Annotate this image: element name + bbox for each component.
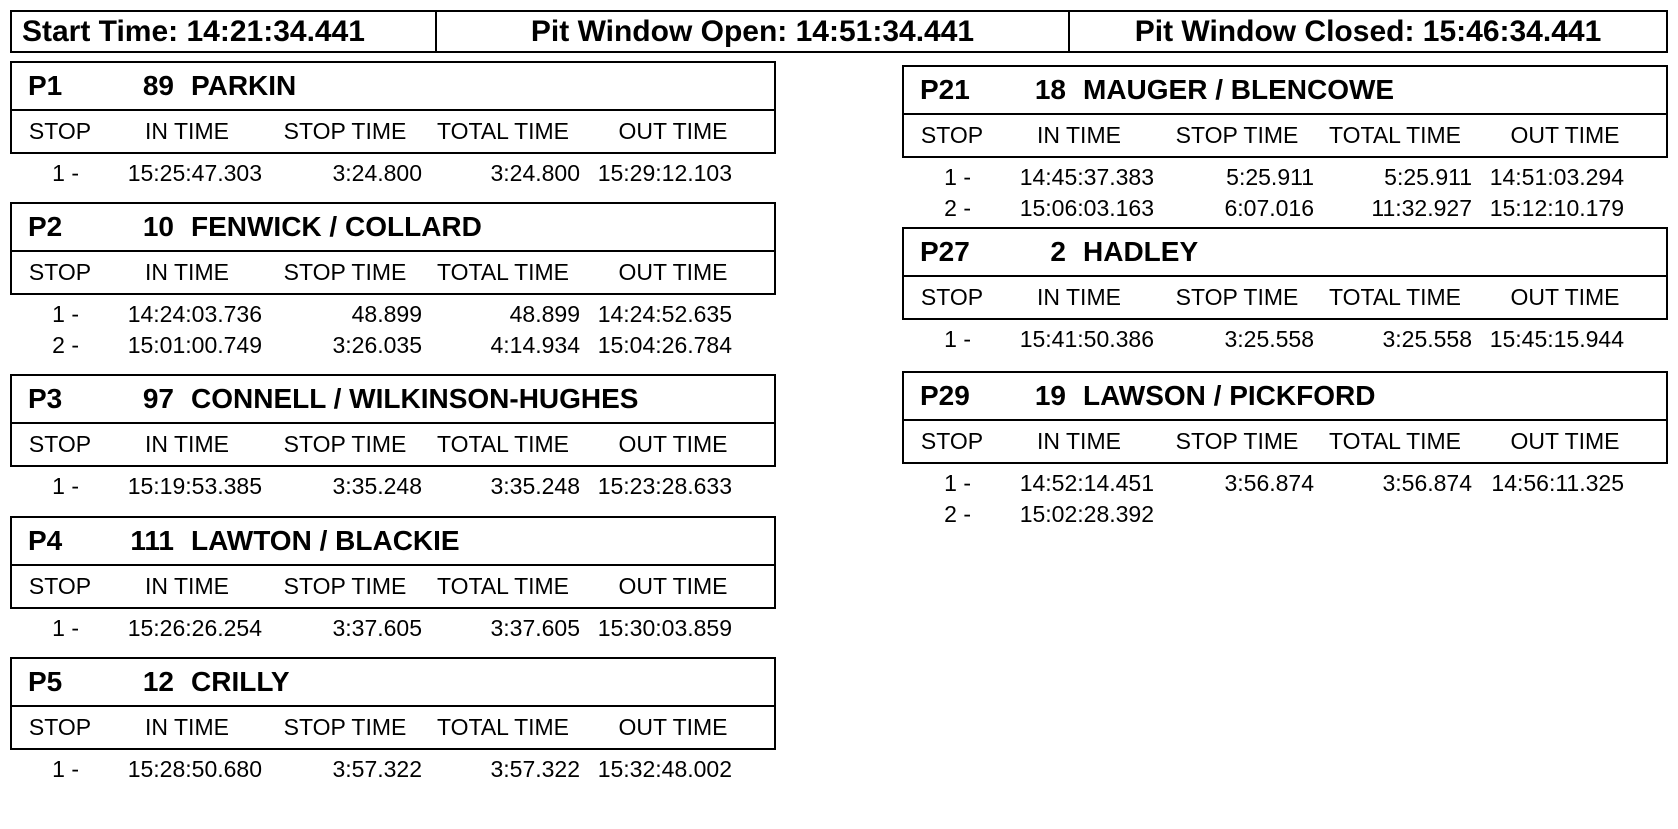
stop-time: 3:56.874 <box>1224 470 1314 496</box>
col-header-stop-time: STOP TIME <box>283 573 407 599</box>
col-header-stop: STOP <box>920 122 984 148</box>
stop-row <box>10 613 776 644</box>
stop-time: 3:35.248 <box>332 473 422 499</box>
entry-header <box>904 229 1666 277</box>
col-header-stop: STOP <box>28 118 92 144</box>
position: P4 <box>28 525 63 556</box>
col-header-out-time: OUT TIME <box>618 259 728 285</box>
stop-row <box>10 299 776 330</box>
in-time: 15:28:50.680 <box>127 756 262 782</box>
col-header-out-time: OUT TIME <box>618 714 728 740</box>
stop-number: 1 - <box>52 615 79 641</box>
stop-time: 3:37.605 <box>332 615 422 641</box>
stop-time: 3:25.558 <box>1224 326 1314 352</box>
col-header-out-time: OUT TIME <box>618 431 728 457</box>
car-number: 97 <box>142 383 174 414</box>
entry-box <box>902 371 1668 464</box>
entry-box <box>10 516 776 609</box>
stop-rows <box>902 320 1668 355</box>
in-time: 15:01:00.749 <box>127 332 262 358</box>
pit-entry <box>902 65 1668 224</box>
col-header-stop-time: STOP TIME <box>1175 122 1299 148</box>
pit-entry <box>902 371 1668 530</box>
col-header-out-time: OUT TIME <box>1510 428 1620 454</box>
out-time: 14:51:03.294 <box>1489 164 1624 190</box>
position: P29 <box>920 380 970 411</box>
col-header-stop-time: STOP TIME <box>283 431 407 457</box>
stop-number: 1 - <box>52 473 79 499</box>
driver-names: HADLEY <box>1083 236 1199 267</box>
pit-entry <box>10 374 776 502</box>
driver-names: FENWICK / COLLARD <box>191 211 482 242</box>
total-time: 5:25.911 <box>1384 164 1472 190</box>
entry-header <box>904 67 1666 115</box>
col-header-in-time: IN TIME <box>145 118 229 144</box>
entry-header <box>12 376 774 424</box>
col-header-stop-time: STOP TIME <box>1175 284 1299 310</box>
total-time: 3:24.800 <box>490 160 580 186</box>
in-time: 15:41:50.386 <box>1019 326 1154 352</box>
entry-header <box>12 659 774 707</box>
column-headers <box>12 707 774 748</box>
start-time: Start Time: 14:21:34.441 <box>12 12 437 51</box>
column-headers <box>12 566 774 607</box>
driver-names: MAUGER / BLENCOWE <box>1083 74 1395 105</box>
stop-row <box>902 193 1668 224</box>
col-header-out-time: OUT TIME <box>618 573 728 599</box>
car-number: 89 <box>142 70 174 101</box>
col-header-stop: STOP <box>28 714 92 740</box>
total-time: 4:14.934 <box>490 332 580 358</box>
in-time: 15:02:28.392 <box>1019 501 1154 527</box>
total-time: 3:35.248 <box>490 473 580 499</box>
car-number: 2 <box>1050 236 1066 267</box>
entry-header <box>12 63 774 111</box>
total-time: 48.899 <box>509 301 580 327</box>
entry-header <box>904 373 1666 421</box>
column-headers <box>904 421 1666 462</box>
col-header-in-time: IN TIME <box>145 259 229 285</box>
driver-names: CONNELL / WILKINSON-HUGHES <box>191 383 639 414</box>
stop-row <box>902 324 1668 355</box>
in-time: 14:52:14.451 <box>1019 470 1154 496</box>
car-number: 19 <box>1034 380 1066 411</box>
stop-time: 5:25.911 <box>1226 164 1314 190</box>
pit-entry <box>10 657 776 785</box>
stop-row <box>10 330 776 361</box>
col-header-in-time: IN TIME <box>145 714 229 740</box>
in-time: 15:26:26.254 <box>127 615 262 641</box>
stop-rows <box>10 750 776 785</box>
col-header-total-time: TOTAL TIME <box>436 431 570 457</box>
pit-entry <box>10 202 776 361</box>
stop-row <box>902 499 1668 530</box>
driver-names: LAWSON / PICKFORD <box>1083 380 1376 411</box>
col-header-stop: STOP <box>28 431 92 457</box>
total-time: 3:25.558 <box>1382 326 1472 352</box>
stop-number: 1 - <box>52 756 79 782</box>
column-headers <box>12 424 774 465</box>
stop-number: 1 - <box>52 160 79 186</box>
col-header-stop: STOP <box>920 428 984 454</box>
stop-time: 6:07.016 <box>1224 195 1314 221</box>
position: P3 <box>28 383 63 414</box>
total-time: 3:57.322 <box>490 756 580 782</box>
stop-number: 1 - <box>944 164 971 190</box>
stop-number: 1 - <box>944 326 971 352</box>
col-header-stop: STOP <box>920 284 984 310</box>
stop-rows <box>10 154 776 189</box>
col-header-stop: STOP <box>28 259 92 285</box>
out-time: 15:12:10.179 <box>1489 195 1624 221</box>
pit-entry <box>10 516 776 644</box>
col-header-stop-time: STOP TIME <box>283 259 407 285</box>
in-time: 15:25:47.303 <box>127 160 262 186</box>
stop-rows <box>10 467 776 502</box>
in-time: 14:45:37.383 <box>1019 164 1154 190</box>
col-header-out-time: OUT TIME <box>618 118 728 144</box>
driver-names: LAWTON / BLACKIE <box>191 525 460 556</box>
entry-header <box>12 204 774 252</box>
stop-rows <box>902 464 1668 530</box>
car-number: 111 <box>130 525 174 556</box>
stop-number: 1 - <box>52 301 79 327</box>
position: P1 <box>28 70 63 101</box>
position: P21 <box>920 74 970 105</box>
stop-number: 1 - <box>944 470 971 496</box>
out-time: 15:45:15.944 <box>1489 326 1624 352</box>
entry-header <box>12 518 774 566</box>
stop-time: 3:57.322 <box>332 756 422 782</box>
driver-names: PARKIN <box>191 70 297 101</box>
col-header-in-time: IN TIME <box>1037 428 1121 454</box>
col-header-out-time: OUT TIME <box>1510 122 1620 148</box>
in-time: 15:06:03.163 <box>1019 195 1154 221</box>
out-time: 15:29:12.103 <box>597 160 732 186</box>
stop-time: 3:24.800 <box>332 160 422 186</box>
col-header-stop: STOP <box>28 573 92 599</box>
col-header-out-time: OUT TIME <box>1510 284 1620 310</box>
car-number: 10 <box>142 211 174 242</box>
driver-names: CRILLY <box>191 666 290 697</box>
col-header-total-time: TOTAL TIME <box>1328 122 1462 148</box>
left-column <box>10 61 776 785</box>
col-header-stop-time: STOP TIME <box>1175 428 1299 454</box>
entry-box <box>10 202 776 295</box>
column-headers <box>12 252 774 293</box>
stop-row <box>10 471 776 502</box>
out-time: 15:04:26.784 <box>597 332 732 358</box>
pit-window-closed: Pit Window Closed: 15:46:34.441 <box>1134 14 1602 48</box>
pit-entry <box>902 227 1668 355</box>
position: P5 <box>28 666 63 697</box>
col-header-stop-time: STOP TIME <box>283 714 407 740</box>
total-time: 3:37.605 <box>490 615 580 641</box>
out-time: 14:24:52.635 <box>597 301 732 327</box>
col-header-total-time: TOTAL TIME <box>436 573 570 599</box>
stop-number: 2 - <box>944 195 971 221</box>
stop-rows <box>902 158 1668 224</box>
stop-row <box>902 162 1668 193</box>
column-headers <box>904 115 1666 156</box>
col-header-stop-time: STOP TIME <box>283 118 407 144</box>
pit-window-open: Pit Window Open: 14:51:34.441 <box>437 12 1070 51</box>
car-number: 18 <box>1034 74 1066 105</box>
col-header-total-time: TOTAL TIME <box>436 259 570 285</box>
stop-row <box>10 158 776 189</box>
in-time: 14:24:03.736 <box>127 301 262 327</box>
col-header-total-time: TOTAL TIME <box>1328 284 1462 310</box>
total-time: 11:32.927 <box>1371 195 1472 221</box>
col-header-in-time: IN TIME <box>145 573 229 599</box>
position: P27 <box>920 236 970 267</box>
out-time: 15:23:28.633 <box>597 473 732 499</box>
column-headers <box>904 277 1666 318</box>
col-header-total-time: TOTAL TIME <box>436 714 570 740</box>
out-time: 14:56:11.325 <box>1491 470 1624 496</box>
session-header <box>10 10 1668 53</box>
out-time: 15:30:03.859 <box>597 615 732 641</box>
entry-box <box>10 374 776 467</box>
entry-box <box>10 657 776 750</box>
entry-box <box>10 61 776 154</box>
stop-number: 2 - <box>52 332 79 358</box>
col-header-in-time: IN TIME <box>1037 122 1121 148</box>
stop-number: 2 - <box>944 501 971 527</box>
car-number: 12 <box>142 666 174 697</box>
out-time: 15:32:48.002 <box>597 756 732 782</box>
pit-entry <box>10 61 776 189</box>
stop-row <box>902 468 1668 499</box>
stop-time: 3:26.035 <box>332 332 422 358</box>
col-header-total-time: TOTAL TIME <box>436 118 570 144</box>
position: P2 <box>28 211 63 242</box>
column-headers <box>12 111 774 152</box>
col-header-in-time: IN TIME <box>1037 284 1121 310</box>
entry-box <box>902 65 1668 158</box>
right-column <box>902 65 1668 530</box>
stop-rows <box>10 609 776 644</box>
col-header-total-time: TOTAL TIME <box>1328 428 1462 454</box>
col-header-in-time: IN TIME <box>145 431 229 457</box>
stop-rows <box>10 295 776 361</box>
in-time: 15:19:53.385 <box>127 473 262 499</box>
entry-box <box>902 227 1668 320</box>
total-time: 3:56.874 <box>1382 470 1472 496</box>
stop-row <box>10 754 776 785</box>
stop-time: 48.899 <box>351 301 422 327</box>
